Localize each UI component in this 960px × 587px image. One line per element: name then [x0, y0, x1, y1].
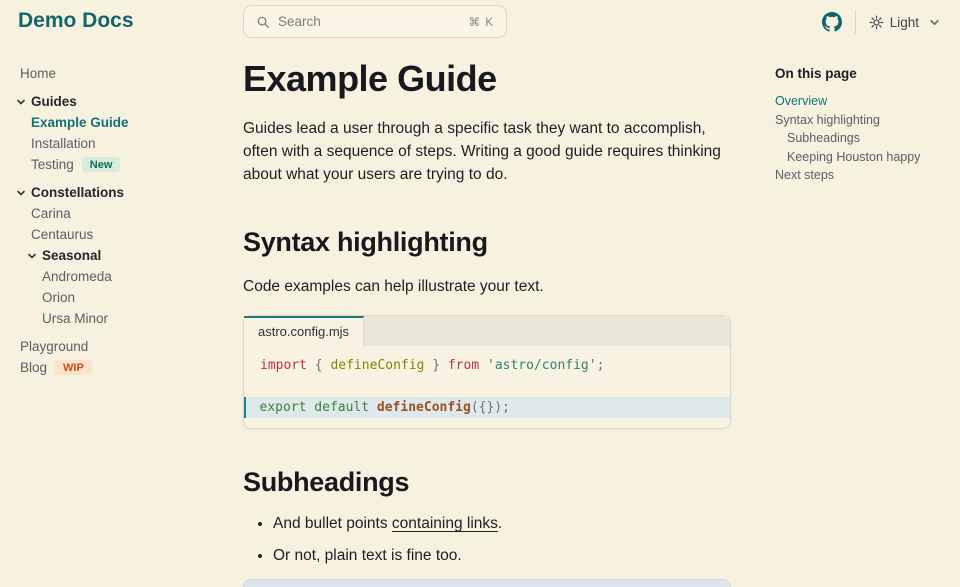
sidebar-item-label: Centaurus: [31, 227, 94, 242]
token-import: import: [260, 358, 307, 373]
code-block: [243, 315, 731, 429]
sidebar-nav: [0, 44, 243, 378]
caret-down-icon: [16, 188, 26, 198]
heading-syntax-highlighting: Syntax highlighting: [243, 227, 488, 257]
code-tab-bar: [244, 316, 730, 346]
sidebar-item-label: Testing: [31, 157, 74, 172]
sidebar-item-label: Playground: [20, 339, 89, 354]
search-shortcut: ⌘ K: [468, 16, 494, 29]
sidebar-item-label: Guides: [31, 94, 77, 109]
main-content: [243, 44, 731, 587]
sidebar-item-label: Ursa Minor: [42, 311, 109, 326]
sidebar-item-label: Example Guide: [31, 115, 129, 130]
bullet-list: [243, 513, 731, 566]
sidebar-item-constellations[interactable]: [0, 182, 243, 203]
header-actions: [822, 0, 940, 44]
caret-down-icon: [16, 97, 26, 107]
sidebar-item-label: Seasonal: [42, 248, 102, 263]
badge-new: New: [82, 157, 121, 172]
theme-select-value: Light: [889, 14, 919, 30]
token-args: ({});: [470, 400, 510, 415]
sidebar-item-label: Andromeda: [42, 269, 112, 284]
token-brace-close: }: [424, 358, 448, 373]
bullet-2-text: Or not, plain text is fine too.: [273, 547, 462, 564]
bullet-item-1: [273, 513, 731, 534]
sidebar-item-label: Constellations: [31, 185, 125, 200]
sidebar-item-label: Home: [20, 66, 57, 81]
caret-down-icon: [27, 251, 37, 261]
theme-select[interactable]: [869, 15, 940, 30]
sidebar-item-blog[interactable]: [0, 357, 243, 378]
token-defineconfig-import: defineConfig: [330, 358, 425, 373]
chevron-down-icon: [929, 17, 940, 28]
token-brace-open: {: [306, 358, 331, 373]
sidebar-item-testing[interactable]: [0, 154, 243, 175]
sidebar-item-label: Carina: [31, 206, 71, 221]
sidebar-item-home[interactable]: [0, 63, 243, 84]
badge-wip: WIP: [55, 360, 92, 375]
site-header: [0, 0, 960, 44]
sidebar-item-guides[interactable]: [0, 91, 243, 112]
code-line-2: [244, 376, 730, 397]
github-icon: [822, 12, 842, 32]
sidebar-item-andromeda[interactable]: [0, 266, 243, 287]
toc-item-syntax-highlighting[interactable]: Syntax highlighting: [775, 112, 880, 127]
sidebar-item-orion[interactable]: [0, 287, 243, 308]
bullet-item-2: [273, 545, 731, 566]
token-from: from: [447, 358, 480, 373]
sidebar-item-example-guide[interactable]: [0, 112, 243, 133]
code-area[interactable]: [244, 346, 730, 428]
search-input[interactable]: [243, 5, 507, 38]
sidebar-item-carina[interactable]: [0, 203, 243, 224]
page-title: Example Guide: [243, 58, 497, 99]
search-placeholder: Search: [278, 14, 321, 29]
sidebar-item-seasonal[interactable]: [0, 245, 243, 266]
next-block-partial: [243, 579, 731, 587]
bullet-1-suffix: .: [497, 515, 503, 532]
sidebar-item-label: Blog: [20, 360, 48, 375]
toc-item-overview[interactable]: Overview: [775, 94, 828, 108]
toc-item-subheadings[interactable]: Subheadings: [787, 131, 860, 145]
search-icon: [256, 15, 270, 29]
heading-subheadings: Subheadings: [243, 467, 410, 497]
token-export-default: export default: [259, 400, 377, 415]
toc-item-keeping-houston-happy[interactable]: Keeping Houston happy: [787, 149, 921, 164]
toc-item-next-steps[interactable]: Next steps: [775, 168, 835, 182]
token-string: 'astro/config': [479, 358, 597, 373]
sidebar-item-playground[interactable]: [0, 336, 243, 357]
bullet-1-text: And bullet points: [273, 515, 392, 532]
token-defineconfig-call: defineConfig: [376, 400, 471, 415]
github-link[interactable]: [822, 12, 842, 32]
table-of-contents: [775, 44, 955, 185]
code-tab-filename[interactable]: astro.config.mjs: [244, 316, 364, 346]
sidebar-item-label: Installation: [31, 136, 96, 151]
site-title[interactable]: Demo Docs: [18, 9, 134, 32]
code-line-3-highlighted: [244, 397, 730, 418]
code-line-1: [244, 355, 730, 376]
sidebar-item-centaurus[interactable]: [0, 224, 243, 245]
sidebar-item-ursa-minor[interactable]: [0, 308, 243, 329]
sidebar-item-label: Orion: [42, 290, 76, 305]
toc-title: On this page: [775, 66, 857, 81]
intro-paragraph: Guides lead a user through a specific task they want to accomplish, often with a sequence of steps. Writing a good guide requires thinking about what your users are trying to do.: [243, 120, 721, 183]
bullet-1-link[interactable]: containing links: [391, 515, 498, 532]
section1-paragraph: Code examples can help illustrate your text.: [243, 278, 544, 295]
header-divider: [855, 10, 856, 34]
sun-icon: [869, 15, 884, 30]
sidebar-item-installation[interactable]: [0, 133, 243, 154]
token-semicolon: ;: [596, 358, 605, 373]
